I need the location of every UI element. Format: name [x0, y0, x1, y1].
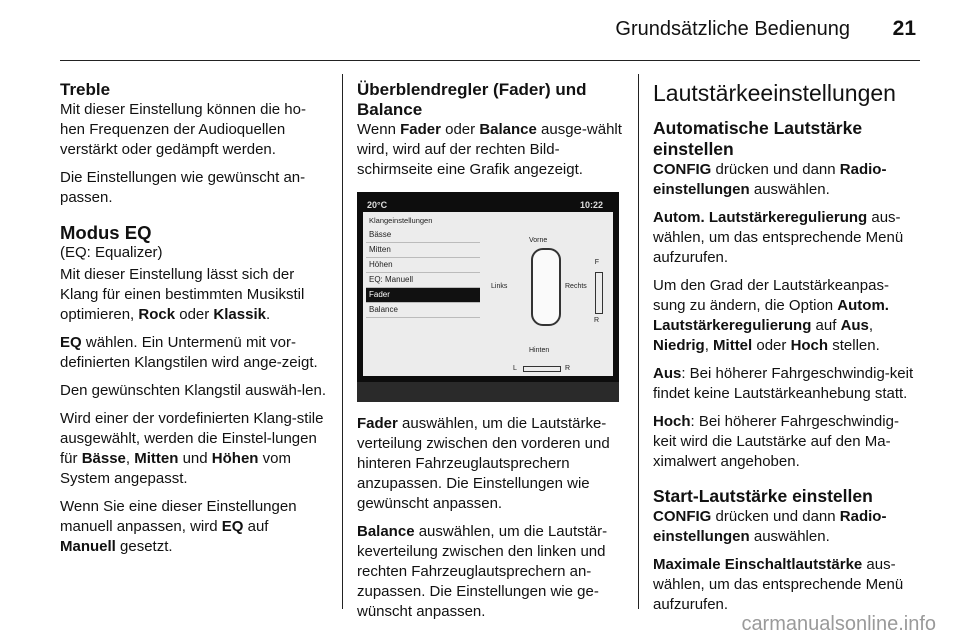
eq-subtitle: (EQ: Equalizer)	[60, 244, 163, 261]
page-number: 21	[892, 17, 916, 40]
label-left: Links	[491, 283, 508, 290]
volume-settings-heading: Lautstärkeeinstellungen	[653, 80, 896, 106]
menu-item-hoehen[interactable]: Höhen	[366, 258, 480, 273]
header-title: Grundsätzliche Bedienung	[615, 18, 850, 40]
balance-paragraph: Balance auswählen, um die Lautstär-keverteilung zwischen den linken und rechten Fahrzeuglautsprechern an-zupassen. Die Einstellungen wie ge-wünscht anpassen.	[357, 523, 608, 620]
page-header	[60, 14, 920, 58]
auto-paragraph-3: Um den Grad der Lautstärkeanpas-sung zu ändern, die Option Autom. Lautstärkeregulierung auf Aus, Niedrig, Mittel oder Hoch stellen.	[653, 277, 889, 354]
start-paragraph-2: Maximale Einschaltlautstärke aus-wählen, um das entsprechende Menü aufzurufen.	[653, 556, 904, 613]
menu-item-eq[interactable]: EQ: Manuell	[366, 273, 480, 288]
column-divider-1	[342, 74, 343, 609]
aus-paragraph: Aus: Bei höherer Fahrgeschwindig-keit findet keine Lautstärkeanhebung statt.	[653, 365, 914, 402]
start-volume-heading: Start-Lautstärke einstellen	[653, 486, 873, 506]
menu-item-mitten[interactable]: Mitten	[366, 243, 480, 258]
eq-paragraph-3: Den gewünschten Klangstil auswäh-len.	[60, 382, 326, 399]
fader-intro: Wenn Fader oder Balance ausge-wählt wird, wird auf der rechten Bild-schirmseite eine Grafik angezeigt.	[357, 121, 622, 178]
fader-paragraph: Fader auswählen, um die Lautstärke-verteilung zwischen den vorderen und hinteren Fahrzeuglautsprechern anzupassen. Die Einstellungen wie gewünscht anpassen.	[357, 415, 610, 512]
column-2	[357, 80, 625, 630]
auto-volume-heading: Automatische Lautstärke einstellen	[653, 118, 863, 159]
screen-bottom-bar	[357, 382, 619, 402]
label-r: R	[593, 317, 599, 324]
menu-item-balance[interactable]: Balance	[366, 303, 480, 318]
balance-slider[interactable]	[523, 366, 561, 372]
eq-paragraph-1: Mit dieser Einstellung lässt sich der Klang für einen bestimmten Musikstil optimieren, Rock oder Klassik.	[60, 266, 305, 323]
label-r2: R	[565, 365, 571, 372]
screen-title: Klangeinstellungen	[369, 216, 433, 225]
column-3	[653, 80, 921, 623]
eq-paragraph-2: EQ wählen. Ein Untermenü mit vor-definierten Klangstilen wird ange-zeigt.	[60, 334, 318, 371]
menu-item-baesse[interactable]: Bässe	[366, 228, 480, 243]
car-diagram	[491, 230, 601, 370]
menu-item-fader[interactable]: Fader	[366, 288, 480, 303]
label-l: L	[513, 365, 517, 372]
fader-heading: Überblendregler (Fader) und Balance	[357, 80, 587, 119]
eq-heading: Modus EQ	[60, 222, 152, 243]
sound-menu	[366, 228, 480, 318]
treble-heading: Treble	[60, 80, 111, 99]
treble-paragraph-1: Mit dieser Einstellung können die ho-hen Frequenzen der Audioquellen verstärkt oder gedämpft werden.	[60, 101, 306, 158]
eq-paragraph-5: Wenn Sie eine dieser Einstellungen manuell anpassen, wird EQ auf Manuell gesetzt.	[60, 498, 297, 555]
label-front: Vorne	[529, 237, 548, 244]
car-icon	[531, 248, 561, 326]
column-1	[60, 80, 328, 565]
auto-paragraph-1: CONFIG drücken und dann Radio-einstellungen auswählen.	[653, 161, 887, 198]
label-f: F	[594, 259, 599, 266]
status-bar	[363, 198, 613, 210]
label-right: Rechts	[565, 283, 587, 290]
temperature: 20°C	[367, 200, 388, 210]
auto-paragraph-2: Autom. Lautstärkeregulierung aus-wählen, um das entsprechende Menü aufzurufen.	[653, 209, 904, 266]
treble-paragraph-2: Die Einstellungen wie gewünscht an-passen.	[60, 169, 306, 206]
column-divider-2	[638, 74, 639, 609]
start-paragraph-1: CONFIG drücken und dann Radio-einstellungen auswählen.	[653, 508, 887, 545]
clock: 10:22	[579, 200, 603, 210]
fader-slider[interactable]	[595, 272, 603, 314]
hoch-paragraph: Hoch: Bei höherer Fahrgeschwindig-keit wird die Lautstärke auf den Ma-ximalwert angehoben.	[653, 413, 899, 470]
infotainment-screenshot	[357, 192, 619, 402]
label-rear: Hinten	[529, 347, 550, 354]
sound-settings-panel	[363, 212, 613, 376]
watermark: carmanualsonline.info	[741, 613, 936, 635]
header-rule	[60, 60, 920, 61]
eq-paragraph-4: Wird einer der vordefinierten Klang-stile ausgewählt, werden die Einstel-lungen für Bässe, Mitten und Höhen vom System angepasst.	[60, 410, 324, 487]
